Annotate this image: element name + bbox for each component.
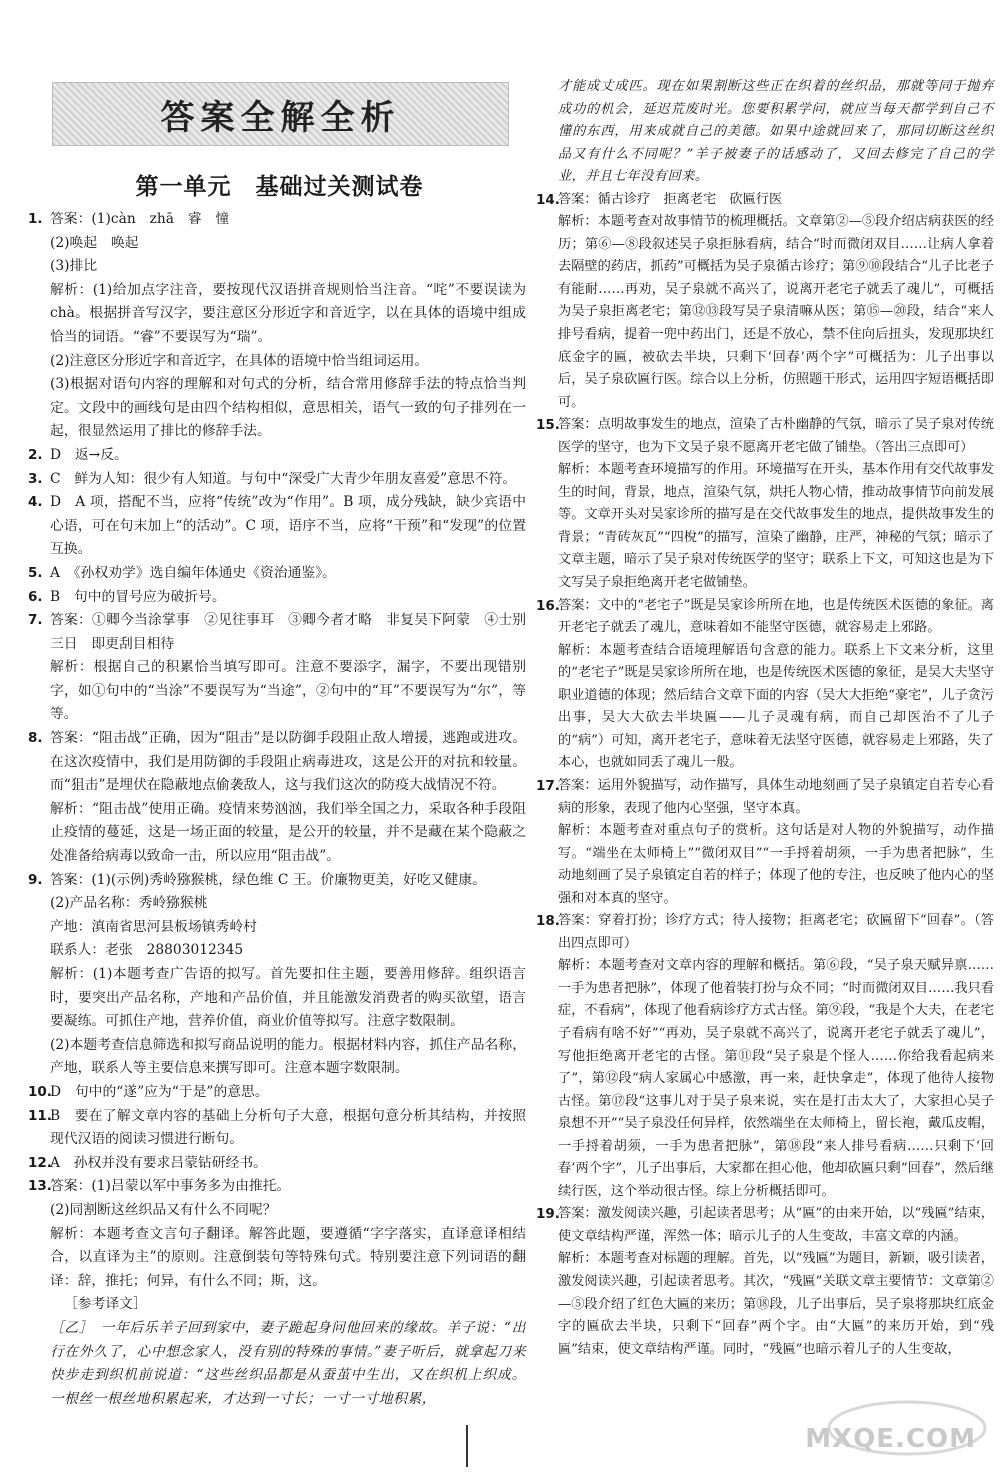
item-number: 9. [28, 871, 43, 888]
reference-title: ［参考译文］ [64, 1296, 147, 1313]
answer-item [536, 910, 994, 955]
watermark-logo [805, 1398, 992, 1468]
answer-item [28, 444, 526, 468]
item-number: 8. [28, 730, 43, 747]
item-text: D 句中的“遂”应为“于是”的意思。 [50, 1083, 269, 1100]
item-number: 10. [28, 1083, 52, 1100]
item-text: 答案：①卿今当涂掌事 ②见往事耳 ③卿今者才略 非复吴下阿蒙 ④士别三日 即更刮目相待 [50, 612, 526, 652]
answer-detail: (3)根据对语句内容的理解和对句式的分析，结合常用修辞手法的特点恰当判定。文段中的画线句是由四个结构相似，意思相关，语气一致的句子排列在一起，很显然运用了排比的修辞手法。 [50, 376, 526, 440]
item-text: B 句中的冒号应为破折号。 [50, 588, 226, 605]
answer-detail: (2)同割断这丝织品又有什么不同呢？ [50, 1201, 277, 1218]
item-number: 5. [28, 564, 43, 581]
answer-item [28, 1105, 526, 1152]
answer-item [28, 208, 526, 232]
item-number: 1. [28, 211, 43, 227]
item-number: 14. [536, 191, 560, 208]
item-number: 19. [536, 1206, 560, 1223]
answer-item [536, 189, 994, 212]
item-number: 11. [28, 1107, 52, 1124]
answer-detail: 解析：本题考查对故事情节的梳理概括。文章第②—⑤段介绍店病获医的经历；第⑥—⑧段叙述吴子泉拒脉看病，结合“时而微闭双目……让病人拿着去隔壁的药店，抓药”可概括为吴子泉循古诊疗；第⑨⑩段结合“儿子比老子有能耐……再劝，吴子泉就不高兴了，说离开老宅子就丢了魂儿”，可概括为吴子泉拒离老宅；第⑫⑬段写吴子泉清嘛从医；第⑮—⑳段，结合“来人排号看病，提着一兜中药出门，还是不放心，禁不住向后扭头，发现那块红底金字的匾，被砍去半块，只剩下‘回春’两个字”可概括为：儿子出事以后，吴子泉砍匾行医。综合以上分析，仿照题干形式，运用四字短语概括即可。 [558, 214, 994, 410]
watermark-text: MXQE.COM [805, 1424, 976, 1454]
answer-detail: 产地：滇南省思河县板场镇秀岭村 [50, 918, 257, 935]
banner-title: 答案全解全析 [160, 97, 401, 138]
item-number: 18. [536, 913, 560, 930]
answer-item [536, 414, 994, 459]
translation-text: 才能成丈成匹。现在如果割断这些正在织着的丝织品，那就等同于抛弃成功的机会，延迟荒废时光。您要积累学问，就应当每天都学到自己不懂的东西，用来成就自己的美德。如果中途就回来了，那同切断这丝织品又有什么不同呢？”羊子被妻子的话感动了，又回去修完了自己的学业，并且七年没有回来。 [558, 79, 994, 185]
item-text: C 鲜为人知：很少有人知道。与句中“深受广大青少年朋友喜爱”意思不符。 [50, 470, 517, 487]
answer-detail: (2)注意区分形近字和音近字，在具体的语境中恰当组词运用。 [50, 352, 429, 369]
item-number: 4. [28, 494, 43, 511]
section-banner [52, 82, 509, 146]
translation-text: ［乙］ 一年后乐羊子回到家中，妻子跪起身问他回来的缘故。羊子说：“出行在外久了，心中想念家人，没有别的特殊的事情。”妻子听后，就拿起刀来快步走到织机前说道：“这些丝织品都是从蚕茧中生出，又在织机上织成。一根丝一根丝地积累起来，才达到一寸长；一寸一寸地积累， [50, 1319, 526, 1407]
answer-detail: (3)排比 [50, 258, 98, 275]
item-number: 7. [28, 612, 43, 629]
answer-detail: 解析：本题考查文言句子翻译。解答此题，要遵循“字字落实，直译意译相结合，以直译为主”的原则。注意倒装句等特殊句式。特别要注意下列词语的翻译：辞，推托；何异，有什么不同；斯，这。 [50, 1225, 526, 1289]
answer-detail: 解析：本题考查对重点句子的赏析。这句话是对人物的外貌描写，动作描写。“端坐在太师椅上”“微闭双目”“一手捋着胡须，一手为患者把脉”，生动地刻画了吴子泉镇定自若的样子；体现了他的专注，也反映了他内心的坚强和对本真的坚守。 [558, 823, 994, 906]
answer-detail: (2)唤起 唤起 [50, 234, 139, 251]
item-number: 6. [28, 588, 43, 605]
item-number: 16. [536, 597, 560, 614]
item-text: 答案：(1)吕蒙以军中事务多为由推托。 [50, 1178, 291, 1195]
item-text: 答案：文中的“老宅子”既是吴家诊所所在地，也是传统医术医德的象征。离开老宅子就丢了魂儿，意味着如不能坚守医德，就容易走上邪路。 [558, 597, 994, 636]
item-number: 13. [28, 1178, 52, 1195]
answer-detail: 解析：(1)给加点字注音，要按现代汉语拼音规则恰当注音。“咤”不要误读为 chà。根据拼音写汉字，要注意区分形近字和音近字，以在具体的语境中组成恰当的词语。“睿”不要误写为“瑞”。 [50, 281, 526, 345]
answer-item [28, 869, 526, 893]
item-number: 17. [536, 777, 560, 794]
answer-item [536, 1203, 994, 1248]
unit-title: 第一单元 基础过关测试卷 [135, 174, 424, 200]
item-text: 答案：穿着打扮；诊疗方式；待人接物；拒离老宅；砍匾留下“回春”。（答出四点即可） [558, 913, 994, 951]
item-text: 答案：运用外貌描写，动作描写，具体生动地刻画了吴子泉镇定自若专心看病的形象，表现了他内心坚强，坚守本真。 [558, 777, 994, 816]
answer-item [28, 491, 526, 562]
item-number: 15. [536, 417, 560, 434]
answer-detail: (2)产品名称：秀岭猕猴桃 [50, 895, 208, 912]
answer-item [28, 586, 526, 610]
answer-detail: 联系人：老张 28803012345 [50, 942, 244, 959]
item-number: 2. [28, 446, 43, 463]
item-text: 答案：点明故事发生的地点，渲染了古朴幽静的气氛，暗示了吴子泉对传统医学的坚守，也为下文吴子泉不愿离开老宅做了铺垫。（答出三点即可） [558, 417, 994, 455]
answer-item [28, 1152, 526, 1176]
answer-detail: 解析：本题考查结合语境理解语句含意的能力。联系上下文来分析，这里的“老宅子”既是吴家诊所所在地，也是传统医术医德的象征，是吴大夫坚守职业道德的体现；然后结合文章下面的内容（吴大大拒绝“豪宅”，儿子贪污出事，吴大大砍去半块匾——儿子灵魂有病，而自己却医治不了儿子的“病”）可知，离开老宅子，意味着无法坚守医德，就容易走上邪路，失了本心，也就如同丢了魂儿一般。 [558, 642, 994, 771]
answer-detail: 解析：(1)本题考查广告语的拟写。首先要扣住主题，要善用修辞。组织语言时，要突出产品名称，产地和产品价值，并且能激发消费者的购买欲望，语言要凝练。可抓住产地，营养价值，商业价值等拟写。注意字数限制。 [50, 966, 526, 1030]
item-text: A 孙权并没有要求吕蒙钻研经书。 [50, 1154, 267, 1171]
item-text: A 《孙权劝学》选自编年体通史《资治通鉴》。 [50, 564, 336, 581]
item-text: D A 项，搭配不当，应将“传统”改为“作用”。B 项，成分残缺，缺少宾语中心语，可在句末加上“的活动”。C 项，语序不当，应将“干预”和“发现”的位置互换。 [50, 494, 526, 558]
answer-detail: 解析：本题考查环境描写的作用。环境描写在开头，基本作用有交代故事发生的时间，背景，地点，渲染气氛，烘托人物心情，推动故事情节向前发展等。文章开头对吴家诊所的描写是在交代故事发生的地点，提供故事发生的背景；“青砖灰瓦”“四梲”的描写，渲染了幽静，庄严，神秘的气氛；暗示了文章主题，暗示了吴子泉对传统医学的坚守；联系上下文，可知这也是为下文写吴子泉拒绝离开老宅做铺垫。 [558, 462, 994, 591]
answer-detail: (2)本题考查信息筛选和拟写商品说明的能力。根据材料内容，抓住产品名称，产地，联系人等主要信息来撰写即可。注意本题字数限制。 [50, 1036, 526, 1077]
answer-item [28, 1175, 526, 1199]
item-text: 答案：(1)càn zhā 睿 憧 [50, 211, 230, 227]
answer-item [536, 775, 994, 820]
item-number: 12. [28, 1154, 52, 1171]
item-text: D 返→反。 [50, 446, 128, 463]
item-number: 3. [28, 470, 43, 487]
answer-item [28, 468, 526, 492]
page-mark [466, 1425, 468, 1467]
answer-detail: 解析：根据自己的积累恰当填写即可。注意不要添字，漏字，不要出现错别字，如①句中的“当涂”不要误写为“当途”，②句中的“耳”不要误写为“尔”，等等。 [50, 659, 526, 723]
item-text: 答案：循古诊疗 拒离老宅 砍匾行医 [558, 191, 783, 207]
item-text: 答案：激发阅读兴趣，引起读者思考；从“匾”的由来开始，以“残匾”结束，使文章结构严谨，浑然一体；暗示儿子的人生变故，丰富文章的内涵。 [558, 1206, 994, 1244]
answer-item [28, 1081, 526, 1105]
item-text: 答案：“阻击战”正确，因为“阻击”是以防御手段阻止敌人增援，逃跑或进攻。在这次疫情中，我们是用防御的手段阻止病毒进攻，这是公开的对抗和较量。而“狙击”是埋伏在隐蔽地点偷袭敌人，这与我们这次的防疫大战情况不符。 [50, 730, 526, 794]
item-text: 答案：(1)(示例)秀岭猕猴桃，绿色维 C 王。价廉物更美，好吃又健康。 [50, 871, 486, 888]
answer-detail: 解析：本题考查对文章内容的理解和概括。第⑥段，“吴子泉天赋异禀……一手为患者把脉”，体现了他着装打扮与众不同；“时而微闭双目……我只看症，不看病”，体现了他看病诊疗方式古怪。第⑨段，“我是个大夫，在老宅子看病有啥不好”“再劝，吴子泉就不高兴了，说离开老宅子就丢了魂儿”，写他拒绝离开老宅的古怪。第⑪段“吴子泉是个怪人……你给我看起病来了”，第⑫段“病人家属心中感激，再一来，赶快拿走”，体现了他待人接物古怪。第⑰段“这事儿对于吴子泉来说，实在是打击太大了，大家担心吴子泉想不开”“吴子泉没任何异样，依然端坐在太师椅上，留长袍，戴瓜皮帽，一手捋着胡须，一手为患者把脉”，第⑱段“来人排号看病……只剩下‘回春’两个字”，儿子出事后，大家都在担心他，他却砍匾只剩“回春”，然后继续行医，这个举动很古怪。综上分析概括即可。 [558, 958, 994, 1199]
answer-item [28, 727, 526, 798]
answer-item [536, 595, 994, 640]
answer-item [28, 562, 526, 586]
answer-detail: 解析：“阻击战”使用正确。疫情来势汹汹，我们举全国之力，采取各种手段阻止疫情的蔓延，这是一场正面的较量，是公开的较量，并不是藏在某个隐蔽之处准备给病毒以致命一击，所以应用“阻击战”。 [50, 800, 526, 865]
left-column [28, 208, 526, 1411]
right-column [536, 76, 994, 1361]
answer-item [28, 609, 526, 656]
answer-detail: 解析：本题考查对标题的理解。首先，以“残匾”为题目，新颖，吸引读者，激发阅读兴趣，引起读者思考。其次，“残匾”关联文章主要情节：文章第②—⑤段介绍了红色大匾的来历；第⑱段，儿子出事后，吴子泉将那块红底金字的匾砍去半块，只剩下“回春”两个字。由“大匾”的来历开始，到“残匾”结束，使文章结构严谨。同时，“残匾”也暗示着儿子的人生变故， [558, 1251, 994, 1357]
item-text: B 要在了解文章内容的基础上分析句子大意，根据句意分析其结构，并按照现代汉语的阅读习惯进行断句。 [50, 1107, 526, 1148]
